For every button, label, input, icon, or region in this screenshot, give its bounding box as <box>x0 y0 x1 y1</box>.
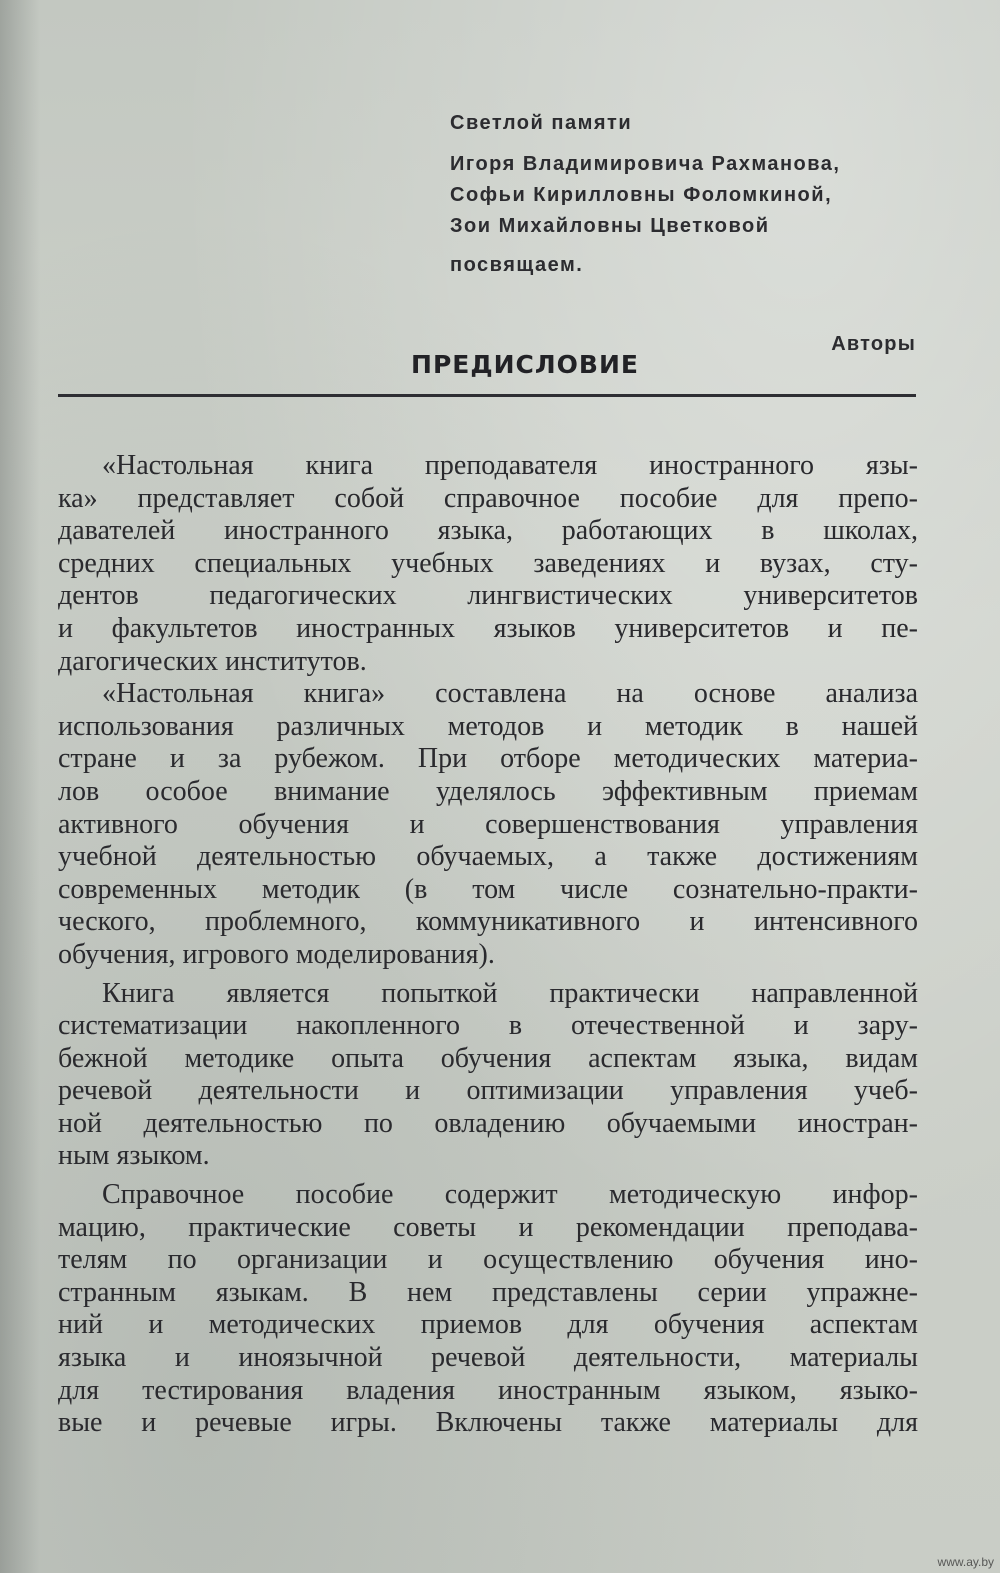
dedication-names <box>450 149 920 242</box>
paragraph <box>58 978 918 1174</box>
text-line: средних специальных учебных заведениях и вузах, сту- <box>58 547 918 579</box>
text-line: лов особое внимание уделялось эффективным приемам <box>58 775 918 807</box>
title-underline <box>58 394 916 397</box>
text-line: давателей иностранного языка, работающих в школах, <box>58 515 918 547</box>
text-line: «Настольная книга» составлена на основе анализа <box>102 678 918 710</box>
text-line: странным языкам. В нем представлены серии упражне- <box>58 1276 918 1308</box>
text-line: речевой деятельности и оптимизации управления учеб- <box>58 1075 918 1107</box>
dedication-name: Софьи Кирилловны Фоломкиной, <box>450 184 833 206</box>
page-gutter-shadow <box>0 0 40 1573</box>
text-line: ческого, проблемного, коммуникативного и интенсивного <box>58 906 918 938</box>
dedication-signature: Авторы <box>831 333 916 355</box>
paragraph <box>58 1179 918 1440</box>
dedication-closing: посвящаем. <box>450 254 584 276</box>
text-line: Книга является попыткой практически направленной <box>102 977 918 1009</box>
text-line: мацию, практические советы и рекомендации преподава- <box>58 1211 918 1243</box>
text-line: вые и речевые игры. Включены также материалы для <box>58 1407 918 1439</box>
dedication-name: Игоря Владимировича Рахманова, <box>450 153 841 175</box>
text-line: телям по организации и осуществлению обучения ино- <box>58 1244 918 1276</box>
site-watermark: www.ay.by <box>937 1555 994 1569</box>
text-line: стране и за рубежом. При отборе методических материа- <box>58 743 918 775</box>
text-line: современных методик (в том числе сознательно-практи- <box>58 873 918 905</box>
text-line: систематизации накопленного в отечественной и зару- <box>58 1010 918 1042</box>
dedication-heading: Светлой памяти <box>450 112 633 134</box>
text-line: и факультетов иностранных языков университетов и пе- <box>58 612 918 644</box>
text-line: ным языком. <box>58 1140 210 1172</box>
paragraph <box>58 678 918 971</box>
text-line: использования различных методов и методик в нашей <box>58 710 918 742</box>
text-line: Справочное пособие содержит методическую инфор- <box>102 1179 918 1211</box>
text-line: ний и методических приемов для обучения аспектам <box>58 1309 918 1341</box>
body-text <box>58 450 918 1440</box>
text-line: дагогических институтов. <box>58 645 367 677</box>
text-line: языка и иноязычной речевой деятельности, материалы <box>58 1342 918 1374</box>
text-line: бежной методике опыта обучения аспектам языка, видам <box>58 1042 918 1074</box>
dedication-block <box>450 112 920 277</box>
paragraph <box>58 450 918 678</box>
text-line: учебной деятельностью обучаемых, а также достижениям <box>58 841 918 873</box>
text-line: ка» представляет собой справочное пособие для препо- <box>58 482 918 514</box>
chapter-title: ПРЕДИСЛОВИЕ <box>411 350 639 379</box>
dedication-name: Зои Михайловны Цветковой <box>450 215 770 237</box>
text-line: ной деятельностью по овладению обучаемыми иностран- <box>58 1107 918 1139</box>
text-line: «Настольная книга преподавателя иностранного язы- <box>102 450 918 481</box>
text-line: активного обучения и совершенствования управления <box>58 808 918 840</box>
text-line: для тестирования владения иностранным языком, языко- <box>58 1374 918 1406</box>
text-line: обучения, игрового моделирования). <box>58 938 495 970</box>
text-line: дентов педагогических лингвистических университетов <box>58 580 918 612</box>
